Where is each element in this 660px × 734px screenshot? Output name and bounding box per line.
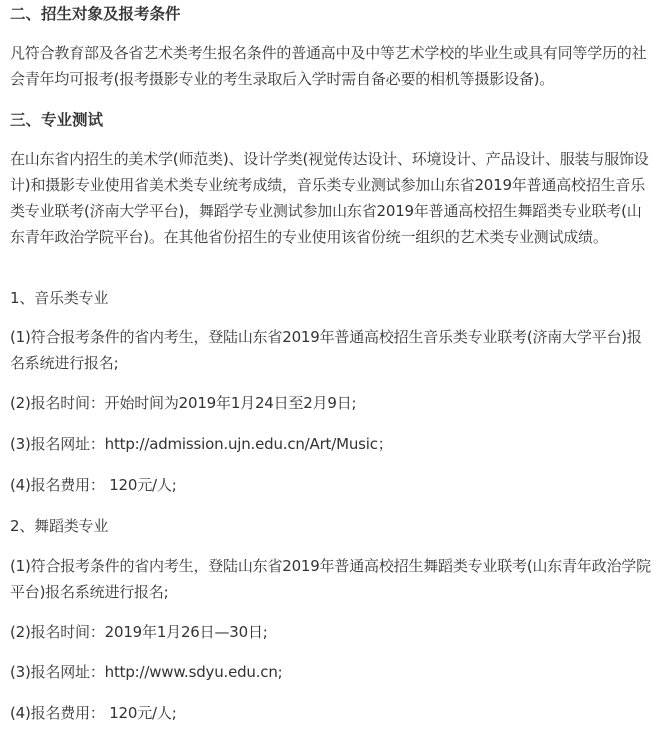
dance-item-3: (3)报名网址：http://www.sdyu.edu.cn;	[10, 663, 283, 681]
dance-item-4: (4)报名费用： 120元/人;	[10, 704, 177, 722]
dance-item-2: (2)报名时间：2019年1月26日—30日;	[10, 623, 268, 641]
section-heading-enrollment: 二、招生对象及报考条件	[10, 5, 181, 23]
paragraph-testing-overview: 在山东省内招生的美术学(师范类)、设计学类(视觉传达设计、环境设计、产品设计、服装与服饰设计)和摄影专业使用省美术类专业统考成绩，音乐类专业测试参加山东省2019年普通高校招生音乐类专业联考(济南大学平台)，舞蹈学专业测试参加山东省2019年普通高校招生舞蹈类专业联考(山东青年政治学院平台)。在其他省份招生的专业使用该省份统一组织的艺术类专业测试成绩。	[10, 150, 649, 246]
section-heading-testing: 三、专业测试	[10, 111, 104, 129]
music-item-2: (2)报名时间：开始时间为2019年1月24日至2月9日;	[10, 394, 357, 412]
subheading-dance: 2、舞蹈类专业	[10, 517, 109, 535]
subheading-music: 1、音乐类专业	[10, 289, 109, 307]
music-item-4: (4)报名费用： 120元/人;	[10, 476, 177, 494]
music-item-3: (3)报名网址：http://admission.ujn.edu.cn/Art/Music；	[10, 435, 393, 453]
paragraph-eligibility: 凡符合教育部及各省艺术类考生报名条件的普通高中及中等艺术学校的毕业生或具有同等学历的社会青年均可报考(报考摄影专业的考生录取后入学时需自备必要的相机等摄影设备)。	[10, 44, 647, 88]
music-item-1: (1)符合报考条件的省内考生，登陆山东省2019年普通高校招生音乐类专业联考(济南大学平台)报名系统进行报名;	[10, 328, 642, 372]
dance-item-1: (1)符合报考条件的省内考生，登陆山东省2019年普通高校招生舞蹈类专业联考(山东青年政治学院平台)报名系统进行报名;	[10, 557, 651, 601]
